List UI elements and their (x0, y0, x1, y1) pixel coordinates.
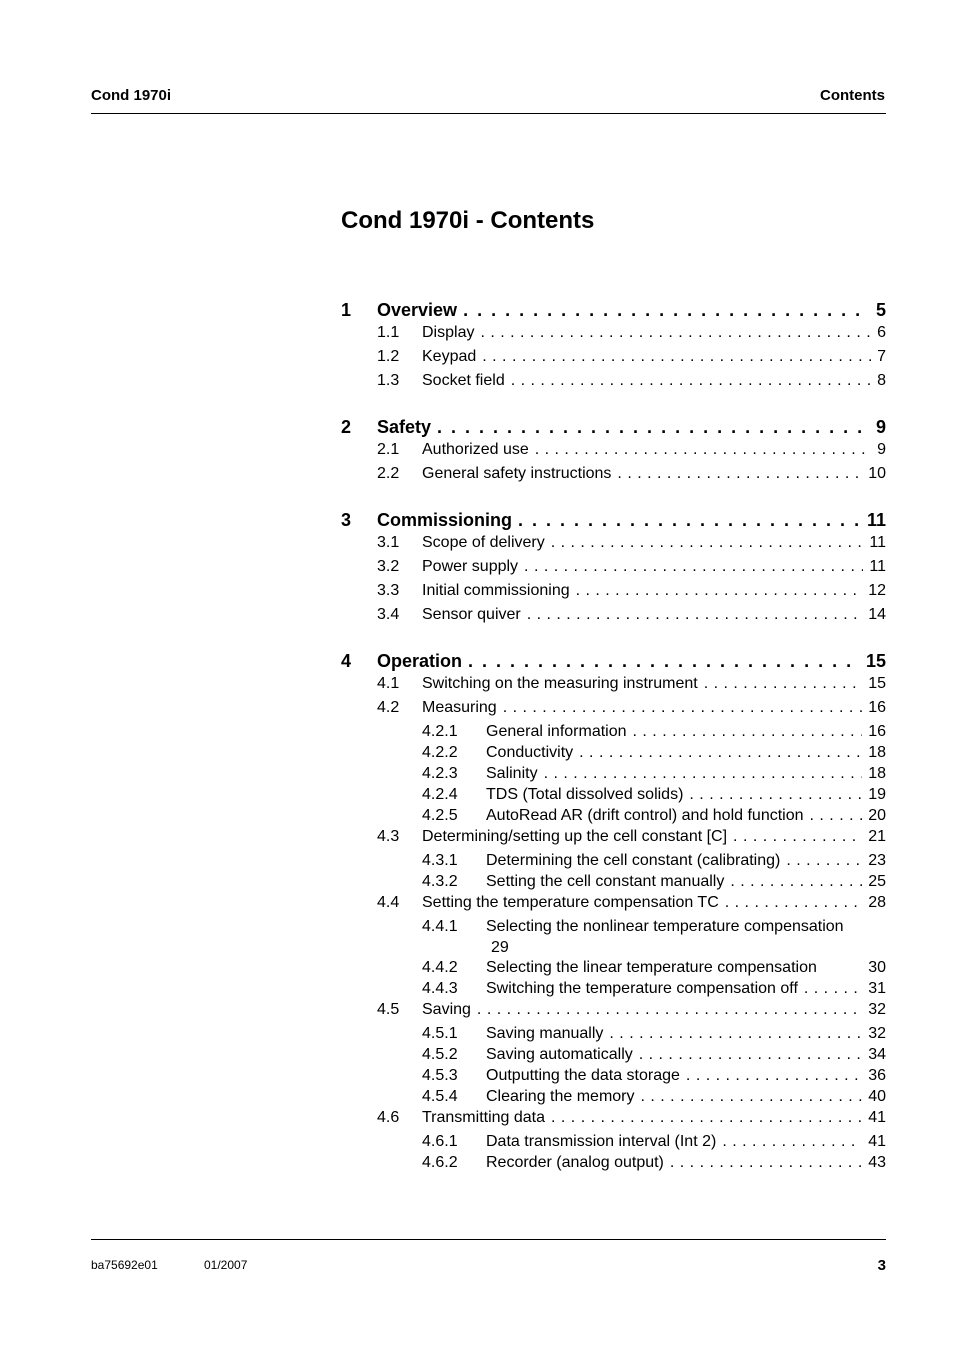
leader-dots (609, 1025, 862, 1043)
leader-dots (482, 348, 871, 366)
toc-number: 4.5.2 (422, 1046, 458, 1063)
leader-dots (689, 786, 862, 804)
toc-section-4-1[interactable] (341, 675, 886, 699)
toc-number: 3.1 (377, 534, 400, 551)
leader-dots (477, 1001, 862, 1019)
toc-subsection-4-6-1[interactable] (341, 1133, 886, 1154)
toc-page: 20 (868, 807, 886, 824)
toc-section-4-5[interactable] (341, 1001, 886, 1025)
toc-subsection-4-5-2[interactable] (341, 1046, 886, 1067)
page-title: Cond 1970i - Contents (341, 207, 595, 234)
toc-subsection-4-4-1-page-line (341, 939, 886, 959)
toc-number: 4.4 (377, 894, 400, 911)
toc-section-2-2[interactable] (341, 465, 886, 489)
toc-page: 16 (868, 723, 886, 740)
running-header-product: Cond 1970i (91, 87, 172, 104)
toc-title: Display (422, 324, 475, 341)
toc-title: Selecting the nonlinear temperature compensation (486, 918, 844, 935)
toc-title: Authorized use (422, 441, 529, 458)
toc-number: 3.2 (377, 558, 400, 575)
leader-dots (670, 1154, 862, 1172)
toc-number: 3 (341, 510, 352, 530)
toc-page: 7 (877, 348, 886, 365)
leader-dots (786, 852, 862, 870)
leader-dots (544, 765, 863, 783)
toc-chapter-4[interactable] (341, 651, 886, 675)
leader-dots (524, 558, 863, 576)
toc-number: 4.6 (377, 1109, 400, 1126)
toc-section-4-6[interactable] (341, 1109, 886, 1133)
toc-title: Data transmission interval (Int 2) (486, 1133, 717, 1150)
toc-page: 14 (868, 606, 886, 623)
leader-dots (641, 1088, 863, 1106)
toc-number: 4.3 (377, 828, 400, 845)
toc-number: 4.6.1 (422, 1133, 458, 1150)
toc-title: Switching on the measuring instrument (422, 675, 698, 692)
toc-subsection-4-4-3[interactable] (341, 980, 886, 1001)
toc-title: Determining the cell constant (calibrating) (486, 852, 781, 869)
toc-page: 16 (868, 699, 886, 716)
toc-page: 11 (869, 534, 886, 551)
leader-dots (463, 300, 870, 321)
toc-page: 34 (868, 1046, 886, 1063)
leader-dots (535, 441, 871, 459)
toc-chapter-2[interactable] (341, 417, 886, 441)
toc-number: 4.2 (377, 699, 400, 716)
toc-page: 15 (868, 675, 886, 692)
toc-subsection-4-2-5[interactable] (341, 807, 886, 828)
toc-number: 4.2.1 (422, 723, 458, 740)
leader-dots (617, 465, 862, 483)
toc-number: 2.1 (377, 441, 400, 458)
toc-number: 3.3 (377, 582, 400, 599)
toc-title: Sensor quiver (422, 606, 521, 623)
toc-title: Switching the temperature compensation off (486, 980, 798, 997)
toc-page: 10 (868, 465, 886, 482)
toc-number: 4.4.1 (422, 918, 458, 935)
toc-page: 43 (868, 1154, 886, 1171)
toc-page: 32 (868, 1001, 886, 1018)
toc-number: 2.2 (377, 465, 400, 482)
toc-page: 30 (868, 959, 886, 976)
toc-title: Selecting the linear temperature compensation (486, 959, 817, 976)
toc-page: 11 (866, 510, 886, 530)
toc-subsection-4-5-3[interactable] (341, 1067, 886, 1088)
toc-title: Overview (377, 300, 458, 320)
leader-dots (686, 1067, 862, 1085)
toc-chapter-1[interactable] (341, 300, 886, 324)
toc-subsection-4-3-1[interactable] (341, 852, 886, 873)
toc-title: General safety instructions (422, 465, 612, 482)
toc-subsection-4-5-4[interactable] (341, 1088, 886, 1109)
toc-subsection-4-4-2[interactable] (341, 959, 886, 980)
toc-page: 11 (869, 558, 886, 575)
toc-section-3-3[interactable] (341, 582, 886, 606)
leader-dots (579, 744, 862, 762)
toc-section-3-2[interactable] (341, 558, 886, 582)
toc-number: 4.5.3 (422, 1067, 458, 1084)
toc-number: 4.2.4 (422, 786, 458, 803)
toc-page: 5 (875, 300, 886, 320)
toc-page: 9 (875, 417, 886, 437)
toc-number: 1.2 (377, 348, 400, 365)
toc-title: Operation (377, 651, 463, 671)
toc-title: Measuring (422, 699, 497, 716)
toc-page: 18 (868, 765, 886, 782)
toc-subsection-4-2-4[interactable] (341, 786, 886, 807)
toc-subsection-4-5-1[interactable] (341, 1025, 886, 1046)
toc-title: Setting the temperature compensation TC (422, 894, 719, 911)
leader-dots (639, 1046, 862, 1064)
toc-section-2-1[interactable] (341, 441, 886, 465)
toc-title: Salinity (486, 765, 538, 782)
toc-number: 3.4 (377, 606, 400, 623)
toc-section-1-3[interactable] (341, 372, 886, 396)
document-code: ba75692e01 (91, 1258, 158, 1272)
toc-number: 4.2.2 (422, 744, 458, 761)
toc-title: Initial commissioning (422, 582, 570, 599)
leader-dots (733, 828, 862, 846)
toc-page: 25 (868, 873, 886, 890)
toc-page: 23 (868, 852, 886, 869)
toc-page: 28 (868, 894, 886, 911)
toc-page: 41 (868, 1109, 886, 1126)
toc-subsection-4-2-2[interactable] (341, 744, 886, 765)
toc-section-1-1[interactable] (341, 324, 886, 348)
toc-number: 2 (341, 417, 352, 437)
toc-title: Scope of delivery (422, 534, 545, 551)
leader-dots (633, 723, 863, 741)
toc-section-3-1[interactable] (341, 534, 886, 558)
toc-title: General information (486, 723, 627, 740)
toc-title: TDS (Total dissolved solids) (486, 786, 684, 803)
toc-number: 1 (341, 300, 352, 320)
leader-dots (511, 372, 871, 390)
leader-dots (468, 651, 860, 672)
toc-page: 41 (868, 1133, 886, 1150)
toc-number: 1.1 (377, 324, 400, 341)
toc-subsection-4-3-2[interactable] (341, 873, 886, 894)
leader-dots (518, 510, 861, 531)
toc-page: 29 (491, 939, 509, 956)
leader-dots (725, 894, 862, 912)
toc-number: 1.3 (377, 372, 400, 389)
toc-number: 4.1 (377, 675, 400, 692)
leader-dots (551, 1109, 862, 1127)
toc-subsection-4-4-1[interactable] (341, 918, 886, 939)
toc-section-3-4[interactable] (341, 606, 886, 630)
toc-title: AutoRead AR (drift control) and hold function (486, 807, 804, 824)
leader-dots (810, 807, 863, 825)
toc-number: 4.4.3 (422, 980, 458, 997)
toc-title: Outputting the data storage (486, 1067, 680, 1084)
toc-number: 4.5 (377, 1001, 400, 1018)
toc-number: 4.2.5 (422, 807, 458, 824)
toc-number: 4.5.1 (422, 1025, 458, 1042)
leader-dots (551, 534, 864, 552)
leader-dots (527, 606, 862, 624)
toc-title: Conductivity (486, 744, 574, 761)
toc-page: 15 (865, 651, 886, 671)
toc-section-4-2[interactable] (341, 699, 886, 723)
leader-dots (576, 582, 863, 600)
toc-subsection-4-6-2[interactable] (341, 1154, 886, 1175)
toc-number: 4.3.1 (422, 852, 458, 869)
toc-page: 6 (877, 324, 886, 341)
toc-section-1-2[interactable] (341, 348, 886, 372)
toc-subsection-4-2-1[interactable] (341, 723, 886, 744)
toc-page: 18 (868, 744, 886, 761)
toc-page: 19 (868, 786, 886, 803)
toc-page: 40 (868, 1088, 886, 1105)
table-of-contents (341, 300, 886, 1175)
toc-page: 32 (868, 1025, 886, 1042)
toc-title: Saving (422, 1001, 471, 1018)
toc-title: Transmitting data (422, 1109, 546, 1126)
toc-section-4-3[interactable] (341, 828, 886, 852)
leader-dots (503, 699, 863, 717)
toc-chapter-3[interactable] (341, 510, 886, 534)
toc-title: Saving automatically (486, 1046, 633, 1063)
toc-title: Power supply (422, 558, 519, 575)
toc-page: 21 (868, 828, 886, 845)
toc-title: Keypad (422, 348, 477, 365)
toc-subsection-4-2-3[interactable] (341, 765, 886, 786)
running-header-section: Contents (820, 87, 885, 104)
toc-page: 9 (877, 441, 886, 458)
toc-number: 4.4.2 (422, 959, 458, 976)
document-date: 01/2007 (204, 1258, 248, 1272)
toc-number: 4.5.4 (422, 1088, 458, 1105)
toc-page: 8 (877, 372, 886, 389)
toc-number: 4.3.2 (422, 873, 458, 890)
toc-section-4-4[interactable] (341, 894, 886, 918)
toc-page: 31 (868, 980, 886, 997)
header-rule (91, 113, 886, 114)
footer-rule (91, 1239, 886, 1240)
toc-title: Safety (377, 417, 432, 437)
leader-dots (480, 324, 871, 342)
toc-title: Commissioning (377, 510, 513, 530)
toc-title: Clearing the memory (486, 1088, 635, 1105)
toc-number: 4.2.3 (422, 765, 458, 782)
toc-title: Saving manually (486, 1025, 604, 1042)
leader-dots (730, 873, 862, 891)
toc-title: Socket field (422, 372, 505, 389)
toc-number: 4 (341, 651, 352, 671)
page-number: 3 (877, 1257, 886, 1274)
toc-page: 36 (868, 1067, 886, 1084)
toc-title: Recorder (analog output) (486, 1154, 664, 1171)
toc-title: Setting the cell constant manually (486, 873, 725, 890)
leader-dots (804, 980, 862, 998)
toc-title: Determining/setting up the cell constant [C] (422, 828, 728, 845)
leader-dots (722, 1133, 862, 1151)
toc-page: 12 (868, 582, 886, 599)
leader-dots (704, 675, 863, 693)
toc-number: 4.6.2 (422, 1154, 458, 1171)
leader-dots (437, 417, 870, 438)
